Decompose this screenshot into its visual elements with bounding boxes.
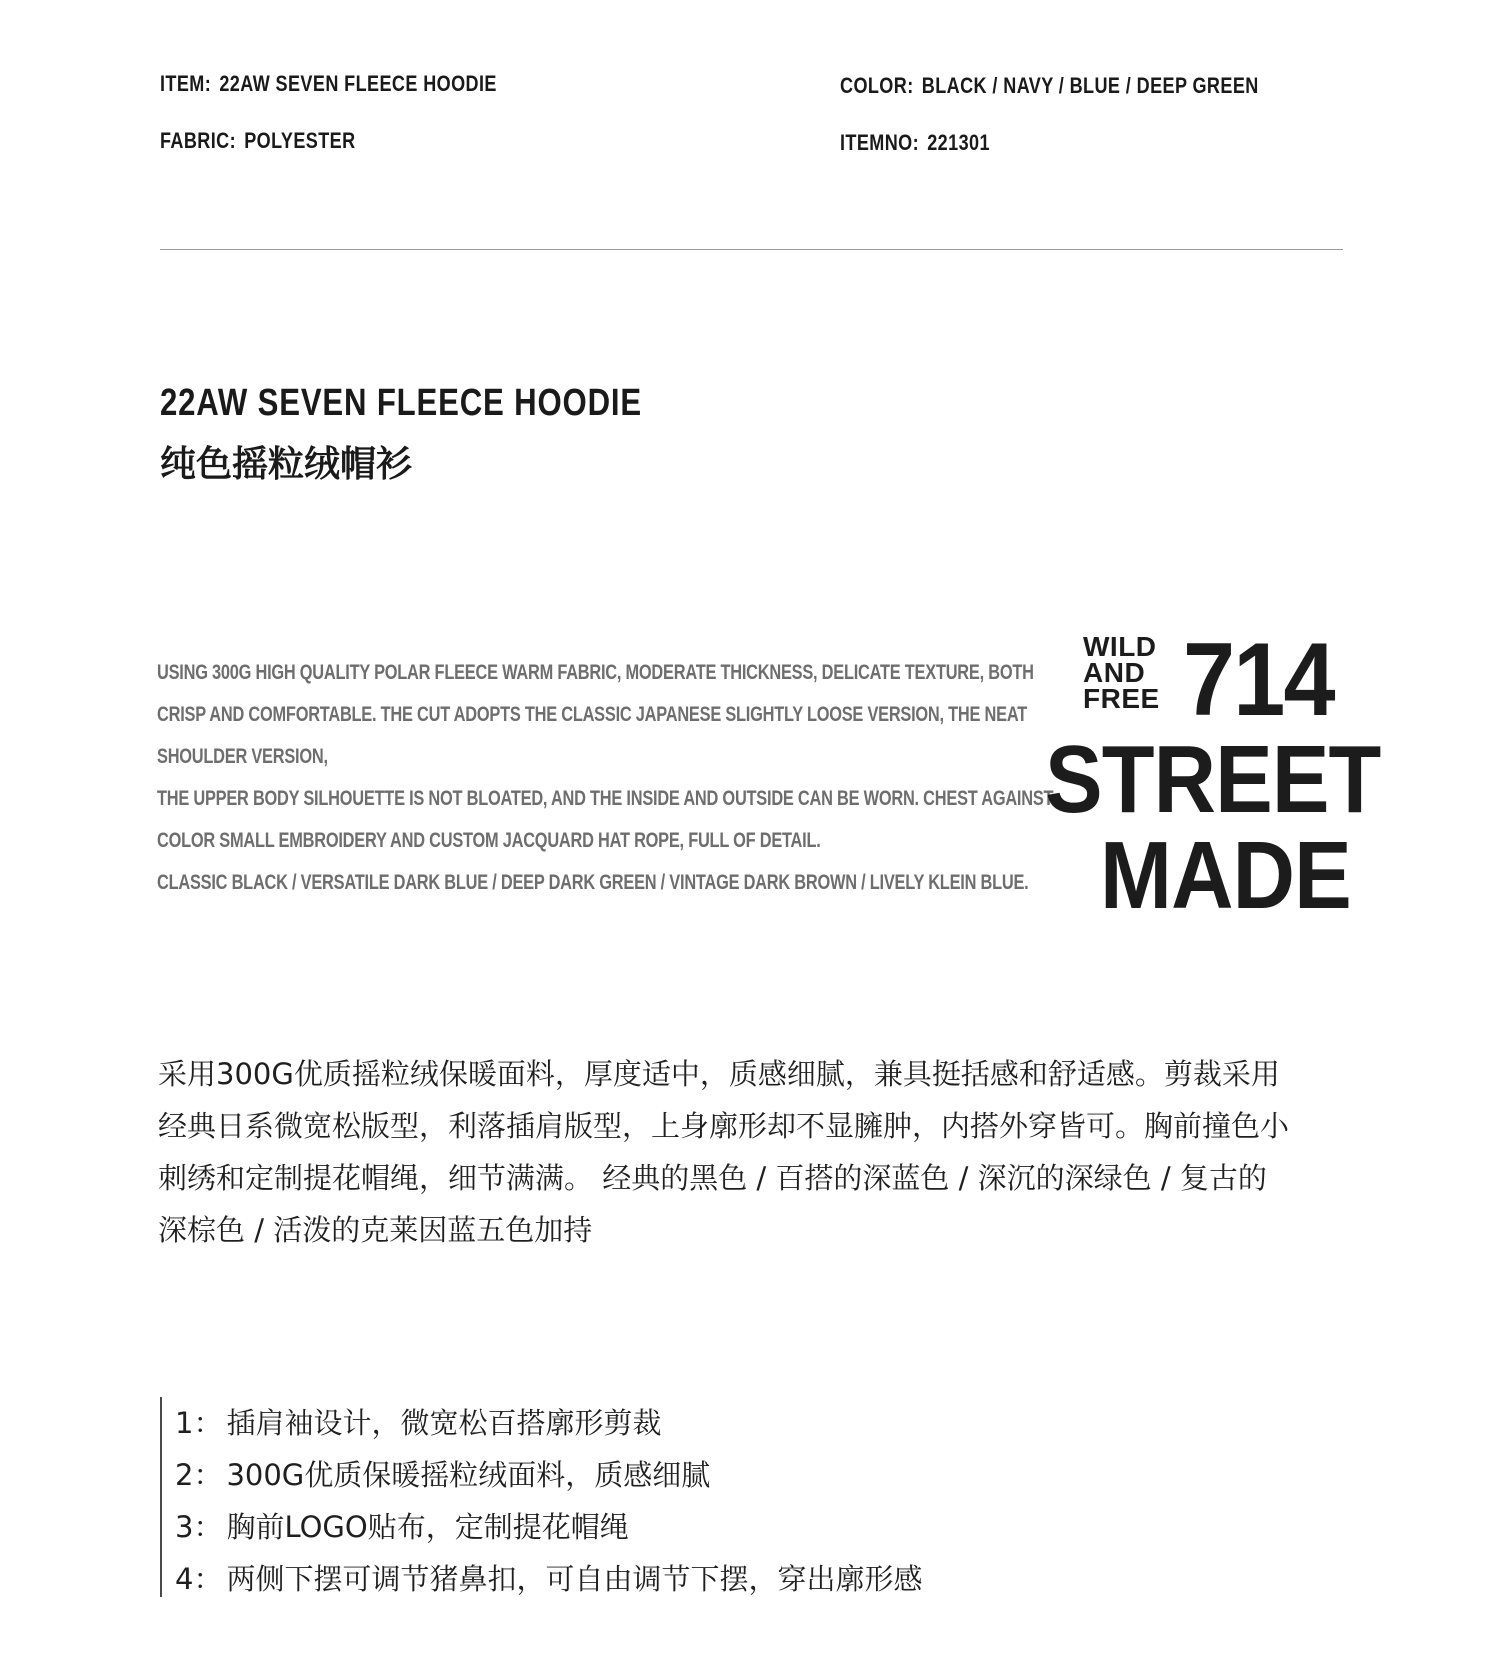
description-en-line: USING 300G HIGH QUALITY POLAR FLEECE WARM FABRIC, MODERATE THICKNESS, DELICATE TEXTURE, BOTH xyxy=(157,661,1034,684)
description-en xyxy=(157,652,1054,904)
spec-itemno-value: 221301 xyxy=(927,130,990,155)
header-divider xyxy=(160,249,1343,250)
logo-wild-text: WILD xyxy=(1083,631,1157,662)
feature-number: 3： xyxy=(175,1510,223,1544)
product-title-en: 22AW SEVEN FLEECE HOODIE xyxy=(160,382,642,424)
spec-itemno-label: ITEMNO: xyxy=(840,130,920,155)
description-cn-line: 刺绣和定制提花帽绳，细节满满。 经典的黑色 / 百搭的深蓝色 / 深沉的深绿色 / 复古的 xyxy=(158,1161,1267,1195)
description-cn-line: 深棕色 / 活泼的克莱因蓝五色加持 xyxy=(158,1213,593,1247)
spec-color-label: COLOR: xyxy=(840,73,914,98)
spec-item xyxy=(160,71,497,97)
product-title-cn: 纯色摇粒绒帽衫 xyxy=(160,444,413,485)
feature-item xyxy=(175,1501,922,1553)
description-en-line: COLOR SMALL EMBROIDERY AND CUSTOM JACQUARD HAT ROPE, FULL OF DETAIL. xyxy=(157,829,821,852)
feature-text: 胸前LOGO贴布，定制提花帽绳 xyxy=(226,1510,629,1544)
feature-number: 1： xyxy=(175,1406,223,1440)
description-en-line: SHOULDER VERSION, xyxy=(157,745,328,768)
feature-number: 2： xyxy=(175,1458,223,1492)
feature-text: 插肩袖设计，微宽松百搭廓形剪裁 xyxy=(226,1406,662,1440)
brand-logo xyxy=(1045,622,1381,929)
feature-item xyxy=(175,1553,922,1605)
logo-wild-and-free xyxy=(1083,631,1160,714)
logo-free-text: FREE xyxy=(1083,683,1160,714)
description-cn-line: 采用300G优质摇粒绒保暖面料，厚度适中，质感细腻，兼具挺括感和舒适感。剪裁采用 xyxy=(158,1057,1280,1091)
feature-number: 4： xyxy=(175,1562,223,1596)
feature-text: 两侧下摆可调节猪鼻扣，可自由调节下摆，穿出廓形感 xyxy=(226,1562,923,1596)
logo-number: 714 xyxy=(1183,622,1334,738)
logo-street-text: STREET xyxy=(1045,726,1381,833)
feature-text: 300G优质保暖摇粒绒面料，质感细腻 xyxy=(226,1458,711,1492)
spec-fabric-value: POLYESTER xyxy=(244,128,356,153)
spec-item-label: ITEM: xyxy=(160,71,212,96)
spec-color-value: BLACK / NAVY / BLUE / DEEP GREEN xyxy=(921,73,1259,98)
spec-itemno xyxy=(840,130,990,156)
logo-and-text: AND xyxy=(1083,657,1146,688)
feature-item xyxy=(175,1449,922,1501)
description-en-line: CLASSIC BLACK / VERSATILE DARK BLUE / DEEP DARK GREEN / VINTAGE DARK BROWN / LIVELY KLEIN BLUE. xyxy=(157,871,1029,894)
description-en-line: CRISP AND COMFORTABLE. THE CUT ADOPTS THE CLASSIC JAPANESE SLIGHTLY LOOSE VERSION, THE NEAT xyxy=(157,703,1027,726)
description-cn xyxy=(158,1048,1368,1256)
logo-made-text: MADE xyxy=(1100,822,1351,929)
spec-fabric xyxy=(160,128,356,154)
spec-item-value: 22AW SEVEN FLEECE HOODIE xyxy=(219,71,497,96)
feature-list xyxy=(160,1397,922,1597)
spec-fabric-label: FABRIC: xyxy=(160,128,237,153)
description-en-line: THE UPPER BODY SILHOUETTE IS NOT BLOATED, AND THE INSIDE AND OUTSIDE CAN BE WORN. CHEST AGAINST xyxy=(157,787,1054,810)
description-cn-line: 经典日系微宽松版型，利落插肩版型，上身廓形却不显臃肿，内搭外穿皆可。胸前撞色小 xyxy=(158,1109,1290,1143)
feature-item xyxy=(175,1397,922,1449)
spec-color xyxy=(840,73,1259,99)
